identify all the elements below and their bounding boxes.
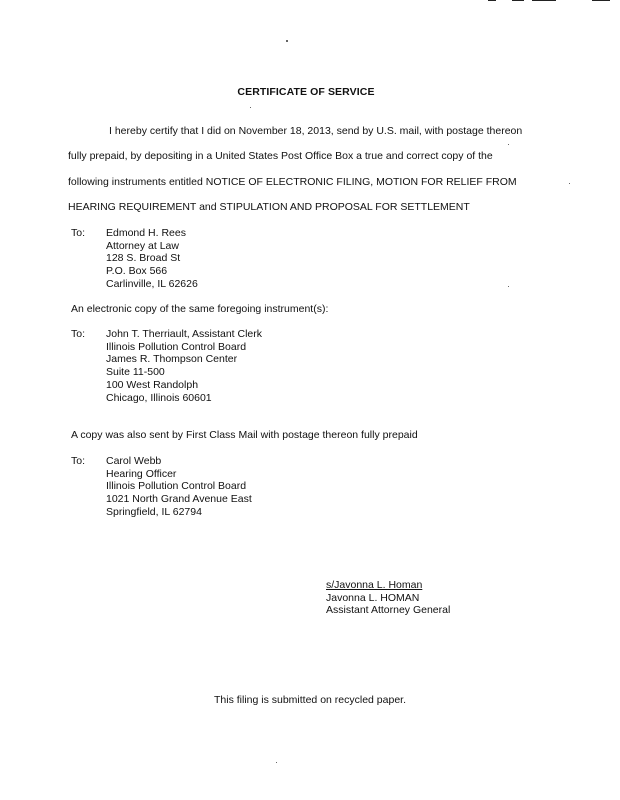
address-line: Edmond H. Rees bbox=[106, 227, 186, 239]
address-line: Attorney at Law bbox=[106, 239, 179, 252]
scan-speck bbox=[276, 762, 277, 763]
footer-note: This filing is submitted on recycled paper. bbox=[213, 694, 406, 706]
recipient-address-block bbox=[106, 328, 262, 404]
address-line: P.O. Box 566 bbox=[106, 265, 168, 278]
certification-line: following instruments entitled NOTICE OF ELECTRONIC FILING, MOTION FOR RELIEF FROM bbox=[68, 176, 517, 188]
first-class-text: A copy was also sent by First Class Mail with postage thereon fully prepaid bbox=[71, 429, 418, 441]
address-line: Carlinville, IL 62626 bbox=[106, 277, 198, 290]
scan-speck bbox=[508, 144, 509, 145]
address-line: James R. Thompson Center bbox=[106, 353, 238, 366]
address-line: Suite 11-500 bbox=[106, 366, 165, 379]
scan-speck bbox=[250, 107, 251, 108]
to-label: To: bbox=[71, 227, 86, 239]
certification-line: fully prepaid, by depositing in a United States Post Office Box a true and correct copy of the bbox=[68, 150, 493, 162]
address-line: John T. Therriault, Assistant Clerk bbox=[106, 328, 263, 340]
address-line: Carol Webb bbox=[106, 455, 162, 467]
recipient-address-block bbox=[106, 455, 252, 519]
address-line: Illinois Pollution Control Board bbox=[106, 340, 247, 353]
address-line: Hearing Officer bbox=[106, 467, 177, 480]
signature-line: s/Javonna L. Homan bbox=[326, 579, 423, 591]
scan-speck bbox=[286, 40, 288, 42]
signer-name: Javonna L. HOMAN bbox=[326, 591, 420, 604]
signature-block bbox=[326, 579, 450, 617]
address-line: Springfield, IL 62794 bbox=[106, 505, 202, 518]
scan-speck bbox=[508, 286, 509, 287]
address-line: 1021 North Grand Avenue East bbox=[106, 493, 252, 506]
scan-speck bbox=[569, 183, 570, 184]
address-line: Illinois Pollution Control Board bbox=[106, 480, 247, 493]
scan-mark bbox=[592, 0, 610, 1]
signer-title: Assistant Attorney General bbox=[326, 604, 451, 617]
certification-line: I hereby certify that I did on November 18, 2013, send by U.S. mail, with postage thereon bbox=[109, 125, 523, 137]
to-label: To: bbox=[71, 328, 86, 340]
scan-mark bbox=[532, 0, 556, 1]
to-label: To: bbox=[71, 455, 86, 467]
recipient-address-block bbox=[106, 227, 198, 291]
scan-mark bbox=[512, 0, 524, 1]
certification-line: HEARING REQUIREMENT and STIPULATION AND PROPOSAL FOR SETTLEMENT bbox=[68, 201, 470, 213]
scan-mark bbox=[488, 0, 496, 1]
document-title: CERTIFICATE OF SERVICE bbox=[237, 86, 375, 98]
address-line: Chicago, Illinois 60601 bbox=[106, 391, 212, 404]
address-line: 100 West Randolph bbox=[106, 378, 199, 391]
address-line: 128 S. Broad St bbox=[106, 252, 181, 265]
electronic-copy-text: An electronic copy of the same foregoing instrument(s): bbox=[71, 303, 329, 315]
